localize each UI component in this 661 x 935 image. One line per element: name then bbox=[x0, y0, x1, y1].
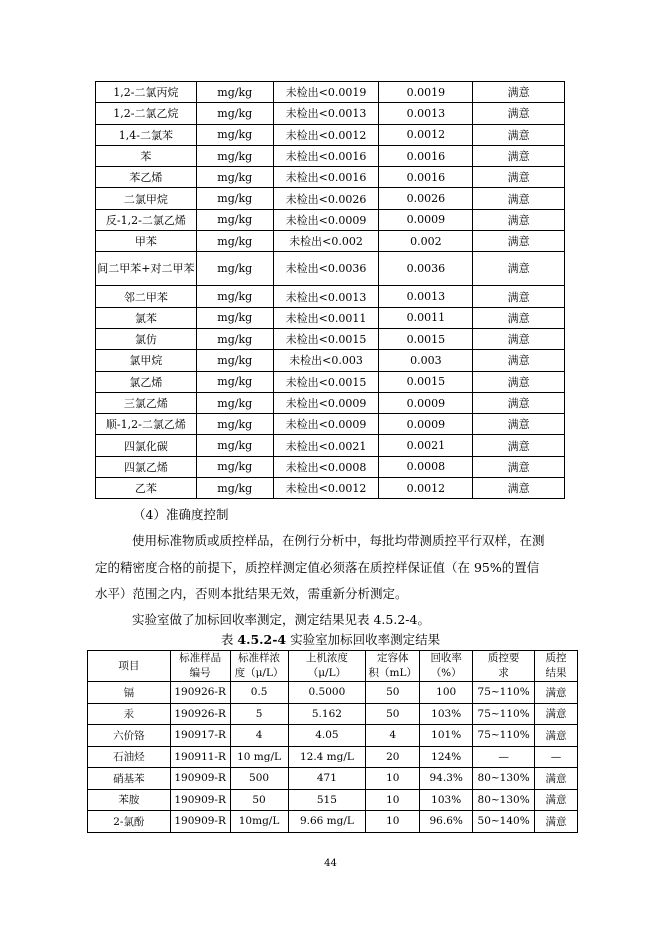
header-line: 编号 bbox=[189, 667, 211, 679]
cell-result: 未检出<0.0013 bbox=[273, 103, 379, 124]
cell-inst: 9.66 mg/L bbox=[288, 811, 366, 833]
cell-limit: 0.0015 bbox=[379, 371, 473, 392]
table-row bbox=[88, 703, 578, 725]
cell-vol: 50 bbox=[366, 703, 420, 725]
paragraph-line: 定的精密度合格的前提下，质控样测定值必须落在质控样保证值（在 95%的置信 bbox=[95, 560, 540, 575]
cell-limit: 0.002 bbox=[379, 231, 473, 252]
cell-eval: 满意 bbox=[473, 252, 565, 286]
header-line: （μ/L） bbox=[307, 667, 347, 679]
table-row bbox=[96, 328, 565, 349]
cell-name: 氯仿 bbox=[96, 328, 197, 349]
cell-name: 四氯化碳 bbox=[96, 435, 197, 456]
cell-result: 未检出<0.0021 bbox=[273, 435, 379, 456]
cell-item: 汞 bbox=[88, 703, 171, 725]
cell-std: 50 bbox=[230, 789, 288, 811]
table-row bbox=[88, 811, 578, 833]
cell-eval: 满意 bbox=[473, 209, 565, 230]
cell-unit: mg/kg bbox=[196, 478, 273, 499]
cell-rec: 124% bbox=[420, 746, 473, 768]
cell-limit: 0.0009 bbox=[379, 414, 473, 435]
paragraph-line: 水平）范围之内，否则本批结果无效，需重新分析测定。 bbox=[95, 586, 408, 601]
cell-eval: 满意 bbox=[473, 231, 565, 252]
column-header bbox=[420, 651, 473, 682]
cell-inst: 0.5000 bbox=[288, 682, 366, 704]
cell-name: 氯乙烯 bbox=[96, 371, 197, 392]
cell-limit: 0.0011 bbox=[379, 307, 473, 328]
cell-rec: 96.6% bbox=[420, 811, 473, 833]
cell-unit: mg/kg bbox=[196, 392, 273, 413]
header-line: 项目 bbox=[118, 659, 140, 672]
cell-unit: mg/kg bbox=[196, 209, 273, 230]
cell-result: 未检出<0.0036 bbox=[273, 252, 379, 286]
header-line: （%） bbox=[430, 667, 462, 679]
paragraph-line: 使用标准物质或质控样品，在例行分析中，每批均带测质控平行双样，在测 bbox=[132, 533, 545, 548]
cell-name: 间二甲苯+对二甲苯 bbox=[96, 252, 197, 286]
cell-eval: 满意 bbox=[473, 414, 565, 435]
cell-unit: mg/kg bbox=[196, 82, 273, 103]
caption-prefix: 表 bbox=[220, 632, 238, 647]
header-line: 结果 bbox=[545, 667, 567, 679]
cell-limit: 0.0009 bbox=[379, 392, 473, 413]
cell-limit: 0.0013 bbox=[379, 286, 473, 307]
cell-id: 190909-R bbox=[170, 789, 230, 811]
section-heading: （4）准确度控制 bbox=[133, 507, 229, 522]
cell-unit: mg/kg bbox=[196, 286, 273, 307]
column-header bbox=[88, 651, 171, 682]
table-row bbox=[96, 392, 565, 413]
table-row bbox=[88, 768, 578, 790]
cell-limit: 0.0015 bbox=[379, 328, 473, 349]
cell-eval: 满意 bbox=[473, 145, 565, 166]
column-header bbox=[535, 651, 578, 682]
cell-unit: mg/kg bbox=[196, 350, 273, 371]
cell-res: 满意 bbox=[535, 789, 578, 811]
cell-eval: 满意 bbox=[473, 307, 565, 328]
cell-id: 190911-R bbox=[170, 746, 230, 768]
cell-eval: 满意 bbox=[473, 124, 565, 145]
table-row bbox=[96, 209, 565, 230]
cell-rec: 103% bbox=[420, 703, 473, 725]
cell-limit: 0.0008 bbox=[379, 456, 473, 477]
cell-eval: 满意 bbox=[473, 435, 565, 456]
cell-limit: 0.0026 bbox=[379, 188, 473, 209]
cell-std: 4 bbox=[230, 725, 288, 747]
cell-rec: 101% bbox=[420, 725, 473, 747]
cell-res: — bbox=[535, 746, 578, 768]
cell-unit: mg/kg bbox=[196, 231, 273, 252]
cell-std: 500 bbox=[230, 768, 288, 790]
cell-result: 未检出<0.0015 bbox=[273, 371, 379, 392]
cell-name: 苯乙烯 bbox=[96, 167, 197, 188]
table-row bbox=[96, 286, 565, 307]
cell-unit: mg/kg bbox=[196, 124, 273, 145]
cell-result: 未检出<0.0009 bbox=[273, 209, 379, 230]
cell-limit: 0.0016 bbox=[379, 145, 473, 166]
table-row bbox=[96, 456, 565, 477]
cell-rec: 100 bbox=[420, 682, 473, 704]
column-header bbox=[170, 651, 230, 682]
cell-limit: 0.003 bbox=[379, 350, 473, 371]
cell-inst: 12.4 mg/L bbox=[288, 746, 366, 768]
cell-res: 满意 bbox=[535, 725, 578, 747]
cell-item: 2-氯酚 bbox=[88, 811, 171, 833]
cell-result: 未检出<0.0009 bbox=[273, 414, 379, 435]
header-line: 求 bbox=[498, 667, 509, 679]
table-row bbox=[96, 371, 565, 392]
cell-name: 甲苯 bbox=[96, 231, 197, 252]
header-line: 标准样浓 bbox=[238, 652, 281, 664]
cell-inst: 515 bbox=[288, 789, 366, 811]
cell-result: 未检出<0.002 bbox=[273, 231, 379, 252]
header-line: 上机浓度 bbox=[305, 652, 348, 664]
cell-req: 75~110% bbox=[473, 682, 535, 704]
cell-rec: 103% bbox=[420, 789, 473, 811]
cell-result: 未检出<0.0019 bbox=[273, 82, 379, 103]
cell-limit: 0.0013 bbox=[379, 103, 473, 124]
table-caption bbox=[0, 632, 661, 647]
table-row bbox=[96, 252, 565, 286]
cell-item: 镉 bbox=[88, 682, 171, 704]
cell-res: 满意 bbox=[535, 768, 578, 790]
caption-text: 实验室加标回收率测定结果 bbox=[286, 632, 441, 647]
table-row bbox=[88, 725, 578, 747]
cell-res: 满意 bbox=[535, 682, 578, 704]
cell-vol: 50 bbox=[366, 682, 420, 704]
cell-id: 190909-R bbox=[170, 811, 230, 833]
cell-vol: 10 bbox=[366, 789, 420, 811]
cell-id: 190926-R bbox=[170, 703, 230, 725]
header-line: 积（mL） bbox=[368, 667, 417, 679]
cell-name: 乙苯 bbox=[96, 478, 197, 499]
cell-eval: 满意 bbox=[473, 478, 565, 499]
cell-id: 190909-R bbox=[170, 768, 230, 790]
cell-limit: 0.0009 bbox=[379, 209, 473, 230]
cell-unit: mg/kg bbox=[196, 188, 273, 209]
cell-vol: 4 bbox=[366, 725, 420, 747]
cell-inst: 4.05 bbox=[288, 725, 366, 747]
table-row bbox=[96, 124, 565, 145]
cell-limit: 0.0019 bbox=[379, 82, 473, 103]
cell-result: 未检出<0.0009 bbox=[273, 392, 379, 413]
table-row bbox=[96, 82, 565, 103]
table-row bbox=[96, 103, 565, 124]
detection-results-table bbox=[95, 81, 565, 499]
table-row bbox=[96, 167, 565, 188]
cell-result: 未检出<0.0008 bbox=[273, 456, 379, 477]
header-line: 定容体 bbox=[377, 652, 409, 664]
cell-eval: 满意 bbox=[473, 82, 565, 103]
cell-name: 苯 bbox=[96, 145, 197, 166]
cell-req: 50~140% bbox=[473, 811, 535, 833]
cell-unit: mg/kg bbox=[196, 414, 273, 435]
cell-res: 满意 bbox=[535, 703, 578, 725]
table-row bbox=[96, 414, 565, 435]
table-row bbox=[96, 188, 565, 209]
cell-req: — bbox=[473, 746, 535, 768]
cell-unit: mg/kg bbox=[196, 252, 273, 286]
cell-eval: 满意 bbox=[473, 350, 565, 371]
cell-result: 未检出<0.0015 bbox=[273, 328, 379, 349]
cell-item: 苯胺 bbox=[88, 789, 171, 811]
cell-unit: mg/kg bbox=[196, 328, 273, 349]
paragraph-line: 实验室做了加标回收率测定，测定结果见表 4.5.2-4。 bbox=[132, 612, 430, 627]
cell-result: 未检出<0.0012 bbox=[273, 478, 379, 499]
cell-req: 75~110% bbox=[473, 725, 535, 747]
column-header bbox=[366, 651, 420, 682]
table-row bbox=[96, 307, 565, 328]
cell-eval: 满意 bbox=[473, 188, 565, 209]
header-line: 质控 bbox=[545, 652, 567, 664]
cell-name: 氯苯 bbox=[96, 307, 197, 328]
page-number: 44 bbox=[324, 858, 337, 869]
cell-name: 反-1,2-二氯乙烯 bbox=[96, 209, 197, 230]
cell-unit: mg/kg bbox=[196, 456, 273, 477]
cell-inst: 471 bbox=[288, 768, 366, 790]
recovery-table-header bbox=[88, 651, 578, 682]
cell-unit: mg/kg bbox=[196, 435, 273, 456]
cell-vol: 10 bbox=[366, 768, 420, 790]
cell-result: 未检出<0.0016 bbox=[273, 145, 379, 166]
cell-limit: 0.0036 bbox=[379, 252, 473, 286]
table-row bbox=[88, 789, 578, 811]
caption-number: 4.5.2-4 bbox=[237, 632, 287, 647]
header-line: 标准样品 bbox=[179, 652, 222, 664]
recovery-rate-table bbox=[87, 650, 578, 833]
cell-std: 10 mg/L bbox=[230, 746, 288, 768]
recovery-table-body bbox=[88, 682, 578, 833]
cell-id: 190917-R bbox=[170, 725, 230, 747]
column-header bbox=[473, 651, 535, 682]
cell-inst: 5.162 bbox=[288, 703, 366, 725]
table-row bbox=[88, 682, 578, 704]
cell-result: 未检出<0.003 bbox=[273, 350, 379, 371]
cell-unit: mg/kg bbox=[196, 145, 273, 166]
cell-name: 三氯乙烯 bbox=[96, 392, 197, 413]
cell-unit: mg/kg bbox=[196, 307, 273, 328]
table-row bbox=[96, 435, 565, 456]
cell-name: 顺-1,2-二氯乙烯 bbox=[96, 414, 197, 435]
cell-eval: 满意 bbox=[473, 286, 565, 307]
cell-res: 满意 bbox=[535, 811, 578, 833]
cell-name: 邻二甲苯 bbox=[96, 286, 197, 307]
cell-std: 5 bbox=[230, 703, 288, 725]
column-header bbox=[288, 651, 366, 682]
cell-unit: mg/kg bbox=[196, 167, 273, 188]
table-row bbox=[88, 746, 578, 768]
column-header bbox=[230, 651, 288, 682]
header-line: 回收率 bbox=[430, 652, 462, 664]
detection-results-body bbox=[96, 82, 565, 499]
cell-result: 未检出<0.0013 bbox=[273, 286, 379, 307]
cell-item: 硝基苯 bbox=[88, 768, 171, 790]
cell-name: 1,4-二氯苯 bbox=[96, 124, 197, 145]
cell-req: 75~110% bbox=[473, 703, 535, 725]
cell-result: 未检出<0.0012 bbox=[273, 124, 379, 145]
cell-name: 二氯甲烷 bbox=[96, 188, 197, 209]
cell-eval: 满意 bbox=[473, 103, 565, 124]
cell-vol: 10 bbox=[366, 811, 420, 833]
cell-limit: 0.0012 bbox=[379, 124, 473, 145]
cell-eval: 满意 bbox=[473, 328, 565, 349]
cell-result: 未检出<0.0011 bbox=[273, 307, 379, 328]
cell-result: 未检出<0.0026 bbox=[273, 188, 379, 209]
cell-eval: 满意 bbox=[473, 167, 565, 188]
cell-std: 10mg/L bbox=[230, 811, 288, 833]
table-row bbox=[96, 145, 565, 166]
table-row bbox=[96, 478, 565, 499]
cell-limit: 0.0021 bbox=[379, 435, 473, 456]
cell-name: 1,2-二氯乙烷 bbox=[96, 103, 197, 124]
cell-limit: 0.0016 bbox=[379, 167, 473, 188]
cell-rec: 94.3% bbox=[420, 768, 473, 790]
table-row bbox=[96, 350, 565, 371]
header-line: 质控要 bbox=[487, 652, 520, 664]
cell-eval: 满意 bbox=[473, 392, 565, 413]
cell-item: 六价铬 bbox=[88, 725, 171, 747]
table-row bbox=[96, 231, 565, 252]
cell-req: 80~130% bbox=[473, 768, 535, 790]
cell-eval: 满意 bbox=[473, 456, 565, 477]
cell-limit: 0.0012 bbox=[379, 478, 473, 499]
header-line: 度（μ/L） bbox=[234, 667, 284, 679]
cell-unit: mg/kg bbox=[196, 103, 273, 124]
cell-vol: 20 bbox=[366, 746, 420, 768]
cell-std: 0.5 bbox=[230, 682, 288, 704]
cell-unit: mg/kg bbox=[196, 371, 273, 392]
cell-item: 石油烃 bbox=[88, 746, 171, 768]
cell-name: 1,2-二氯丙烷 bbox=[96, 82, 197, 103]
cell-name: 氯甲烷 bbox=[96, 350, 197, 371]
cell-req: 80~130% bbox=[473, 789, 535, 811]
cell-eval: 满意 bbox=[473, 371, 565, 392]
cell-result: 未检出<0.0016 bbox=[273, 167, 379, 188]
cell-name: 四氯乙烯 bbox=[96, 456, 197, 477]
cell-id: 190926-R bbox=[170, 682, 230, 704]
